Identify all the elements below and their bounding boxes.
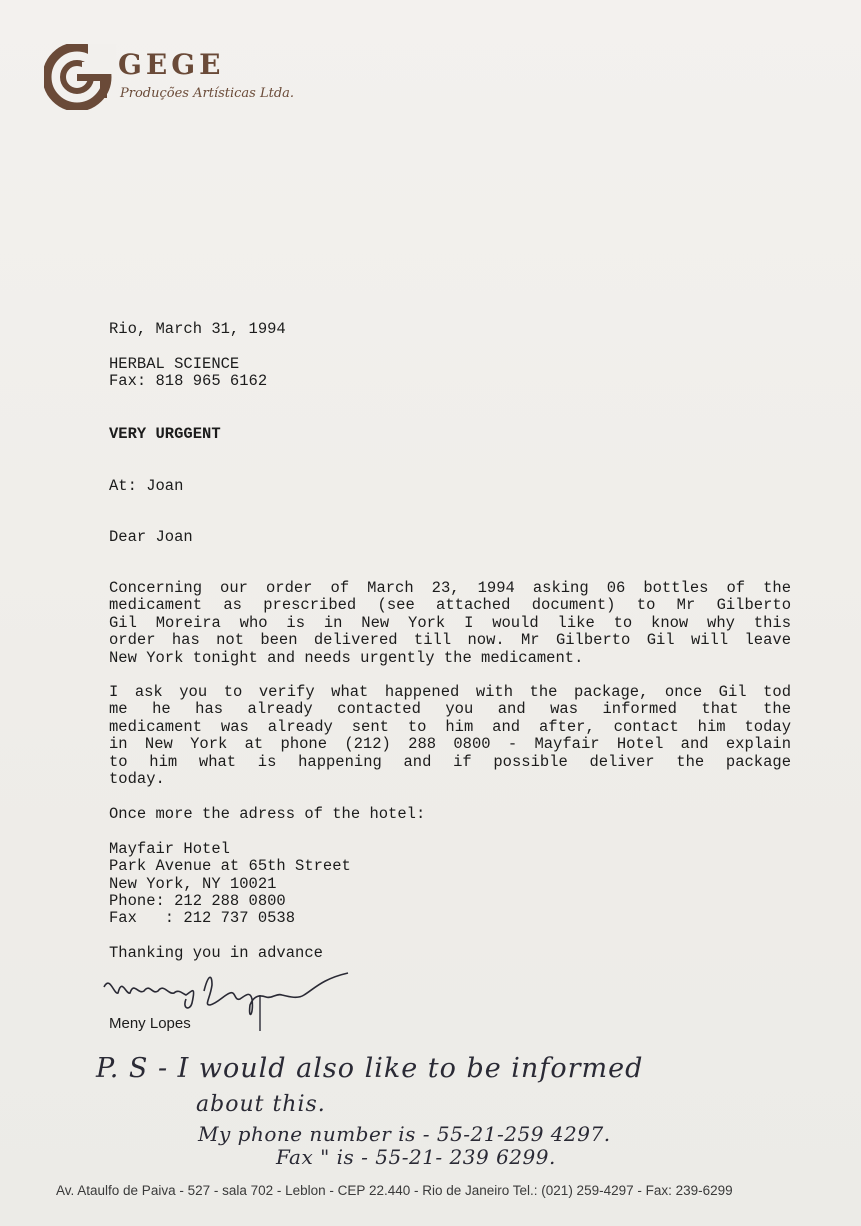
letterhead [44,44,295,114]
hotel-phone: Phone: 212 288 0800 [109,892,286,910]
paragraph-line: I ask you to verify what happened with the package, once Gil tod [109,683,791,701]
hotel-street: Park Avenue at 65th Street [109,857,351,875]
signer-name: Meny Lopes [109,1015,191,1032]
hotel-name: Mayfair Hotel [109,840,230,858]
paragraph-line: New York tonight and needs urgently the medicament. [109,648,584,667]
postscript-line-3: My phone number is - 55-21-259 4297. [198,1122,611,1146]
company-logo [44,44,116,110]
letter-date: Rio, March 31, 1994 [109,320,286,338]
paragraph-line: Concerning our order of March 23, 1994 asking 06 bottles of the [109,579,791,597]
address-intro: Once more the adress of the hotel: [109,805,426,823]
paragraph-line: today. [109,770,165,789]
paragraph-line: in New York at phone (212) 288 0800 - Mayfair Hotel and explain [109,735,791,754]
paragraph-line: Gil Moreira who is in New York I would like to know why this [109,613,791,632]
body-paragraph-1 [109,580,791,667]
paragraph-line: me he has already contacted you and was informed that the [109,700,791,719]
recipient-fax: Fax: 818 965 6162 [109,372,268,390]
paragraph-line: medicament was already sent to him and after, contact him today [109,717,791,736]
urgency-heading: VERY URGGENT [109,425,221,443]
letterhead-footer: Av. Ataulfo de Paiva - 527 - sala 702 - Leblon - CEP 22.440 - Rio de Janeiro Tel.: (021) 259-4297 - Fax: 239-6299 [56,1183,733,1198]
paragraph-line: medicament as prescribed (see attached document) to Mr Gilberto [109,596,791,615]
salutation: Dear Joan [109,528,193,546]
paragraph-line: order has not been delivered till now. Mr Gilberto Gil will leave [109,631,791,650]
hotel-city: New York, NY 10021 [109,875,277,893]
postscript-line-4: Fax " is - 55-21- 239 6299. [276,1145,556,1169]
postscript-line-1: P. S - I would also like to be informed [96,1053,644,1084]
hotel-fax: Fax : 212 737 0538 [109,909,296,927]
attention-line: At: Joan [109,477,184,495]
postscript-line-2: about this. [196,1092,326,1117]
company-subtitle: Produções Artísticas Ltda. [120,86,295,101]
paragraph-line: to him what is happening and if possible deliver the package [109,752,791,771]
body-paragraph-2 [109,684,791,788]
closing: Thanking you in advance [109,944,323,962]
company-name: GEGE [118,48,225,81]
recipient-company: HERBAL SCIENCE [109,355,240,373]
